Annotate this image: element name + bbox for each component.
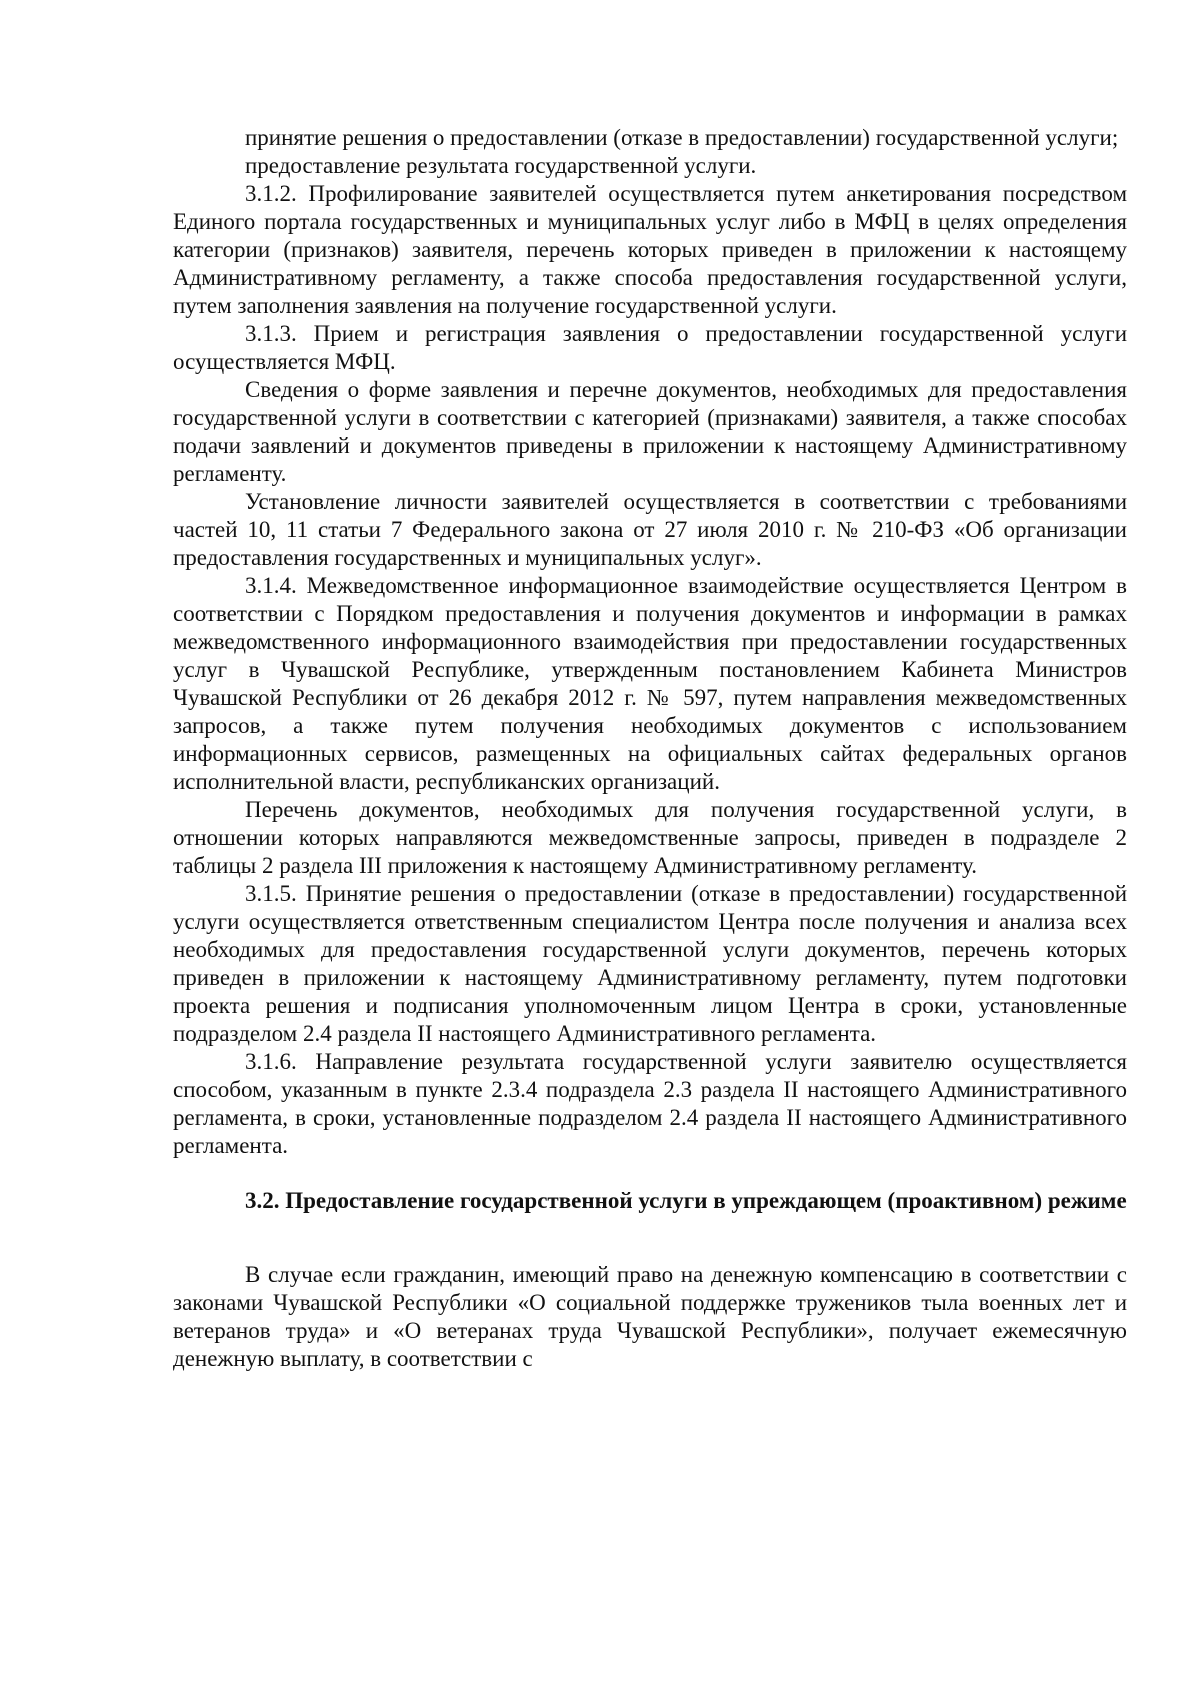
paragraph-decision-step: принятие решения о предоставлении (отказе в предоставлении) государственной услуги;: [245, 125, 1119, 150]
paragraph-proactive-mode: В случае если гражданин, имеющий право на денежную компенсацию в соответствии с законами Чувашской Республики «О социальной поддержке тружеников тыла военных лет и ветеранов труда» и «О ветеранах труда Чувашской Республики», получает ежемесячную денежную выплату, в соответствии с: [173, 1262, 1127, 1371]
paragraph-documents-list: Перечень документов, необходимых для получения государственной услуги, в отношении которых направляются межведомственные запросы, приведен в подразделе 2 таблицы 2 раздела III приложения к настоящему Административному регламенту.: [173, 797, 1127, 878]
paragraph-3-1-5: 3.1.5. Принятие решения о предоставлении (отказе в предоставлении) государственной услуги осуществляется ответственным специалистом Центра после получения и анализа всех необходимых для предоставления государственной услуги документов, перечень которых приведен в приложении к настоящему Административному регламенту, путем подготовки проекта решения и подписания уполномоченным лицом Центра в сроки, установленные подразделом 2.4 раздела II настоящего Административного регламента.: [173, 881, 1127, 1046]
paragraph-identity: Установление личности заявителей осуществляется в соответствии с требованиями частей 10, 11 статьи 7 Федерального закона от 27 июля 2010 г. № 210-ФЗ «Об организации предоставления государственных и муниципальных услуг».: [173, 489, 1127, 570]
paragraph-3-1-4: 3.1.4. Межведомственное информационное взаимодействие осуществляется Центром в соответствии с Порядком предоставления и получения документов и информации в рамках межведомственного информационного взаимодействия при предоставлении государственных услуг в Чувашской Республике, утвержденным постановлением Кабинета Министров Чувашской Республики от 26 декабря 2012 г. № 597, путем направления межведомственных запросов, а также путем получения необходимых документов с использованием информационных сервисов, размещенных на официальных сайтах федеральных органов исполнительной власти, республиканских организаций.: [173, 573, 1127, 794]
paragraph-3-1-3: 3.1.3. Прием и регистрация заявления о предоставлении государственной услуги осуществляется МФЦ.: [173, 321, 1127, 374]
paragraph-result-step: предоставление результата государственной услуги.: [245, 153, 757, 178]
paragraph-application-info: Сведения о форме заявления и перечне документов, необходимых для предоставления государственной услуги в соответствии с категорией (признаками) заявителя, а также способах подачи заявлений и документов приведены в приложении к настоящему Административному регламенту.: [173, 377, 1127, 486]
section-heading-3-2: 3.2. Предоставление государственной услуги в упреждающем (проактивном) режиме: [245, 1188, 1127, 1213]
document-page: [173, 124, 1127, 1373]
paragraph-3-1-2: 3.1.2. Профилирование заявителей осуществляется путем анкетирования посредством Единого портала государственных и муниципальных услуг либо в МФЦ в целях определения категории (признаков) заявителя, перечень которых приведен в приложении к настоящему Административному регламенту, а также способа предоставления государственной услуги, путем заполнения заявления на получение государственной услуги.: [173, 181, 1127, 318]
paragraph-3-1-6: 3.1.6. Направление результата государственной услуги заявителю осуществляется способом, указанным в пункте 2.3.4 подраздела 2.3 раздела II настоящего Административного регламента, в сроки, установленные подразделом 2.4 раздела II настоящего Административного регламента.: [173, 1049, 1127, 1158]
